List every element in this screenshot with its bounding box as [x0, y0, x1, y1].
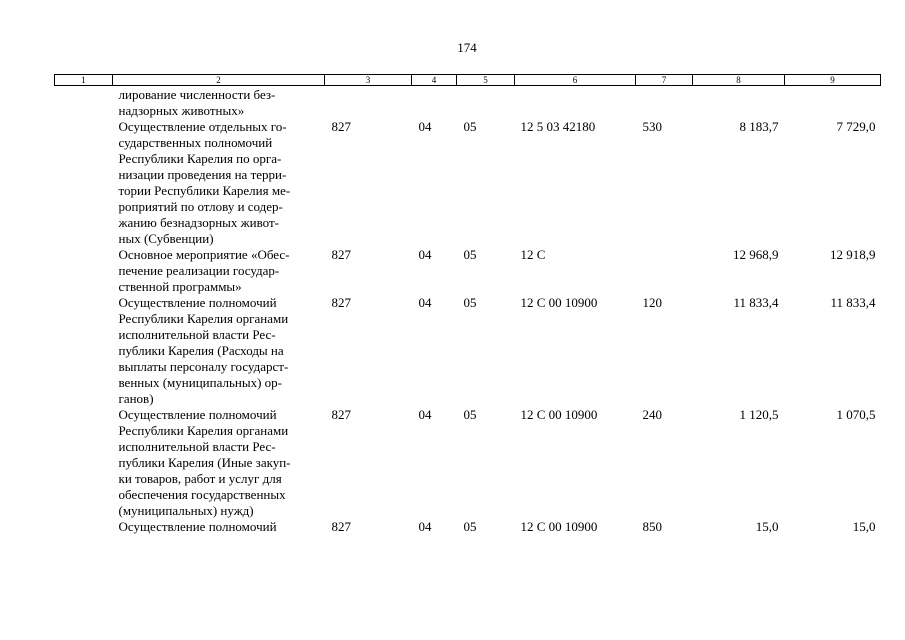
cell-pr: 05	[463, 295, 477, 310]
cell-amount-2: 12 918,9	[830, 247, 876, 262]
cell-rz	[412, 86, 457, 120]
cell-rz: 04	[418, 295, 432, 310]
table-row	[55, 295, 881, 407]
cell-rz: 04	[418, 519, 432, 534]
cell-pr: 05	[463, 247, 477, 262]
cell-name-line: ственной программы»	[118, 279, 242, 294]
cell-pr: 05	[463, 519, 477, 534]
cell-name-line: Осуществление отдельных го-	[118, 119, 287, 134]
cell-name-line: печение реализации государ-	[118, 263, 280, 278]
cell-col-1	[55, 119, 113, 247]
table-row	[55, 407, 881, 519]
table-row	[55, 119, 881, 247]
cell-vr: 240	[642, 407, 662, 422]
cell-name-line: сударственных полномочий	[118, 135, 273, 150]
cell-name-line: ганов)	[118, 391, 154, 406]
table-body	[55, 86, 881, 536]
header-col-3: 3	[325, 75, 412, 86]
table-row	[55, 247, 881, 295]
cell-name-line: Основное мероприятие «Обес-	[118, 247, 290, 262]
cell-name	[113, 295, 325, 407]
cell-amount-1	[693, 86, 785, 120]
cell-name-line: (муниципальных) нужд)	[118, 503, 254, 518]
cell-rz: 04	[418, 119, 432, 134]
cell-vr	[636, 247, 693, 295]
table-header	[55, 75, 881, 86]
cell-gr: 827	[331, 519, 351, 534]
cell-gr: 827	[331, 247, 351, 262]
table-row	[55, 86, 881, 120]
cell-name	[113, 247, 325, 295]
cell-name-line: ных (Субвенции)	[118, 231, 214, 246]
cell-name-line: Осуществление полномочий	[118, 295, 277, 310]
cell-name-line: жанию безнадзорных живот-	[118, 215, 279, 230]
cell-gr: 827	[331, 407, 351, 422]
cell-pr	[457, 86, 515, 120]
header-row	[55, 75, 881, 86]
cell-name-line: ки товаров, работ и услуг для	[118, 471, 282, 486]
header-col-9: 9	[785, 75, 881, 86]
cell-name-line: лирование численности без-	[118, 87, 276, 102]
cell-vr: 530	[642, 119, 662, 134]
page-number: 174	[457, 40, 477, 55]
cell-amount-2: 11 833,4	[830, 295, 876, 310]
cell-pr: 05	[463, 407, 477, 422]
cell-vr	[636, 86, 693, 120]
cell-gr	[325, 86, 412, 120]
cell-name-line: исполнительной власти Рес-	[118, 327, 276, 342]
cell-col-1	[55, 247, 113, 295]
header-col-5: 5	[457, 75, 515, 86]
cell-name-line: Осуществление полномочий	[118, 407, 277, 422]
cell-amount-1: 1 120,5	[739, 407, 779, 422]
cell-csr	[515, 86, 636, 120]
header-col-8: 8	[693, 75, 785, 86]
cell-amount-2	[785, 86, 881, 120]
cell-amount-2: 15,0	[852, 519, 876, 534]
cell-name-line: надзорных животных»	[118, 103, 245, 118]
cell-rz: 04	[418, 247, 432, 262]
cell-csr: 12 С	[520, 247, 546, 262]
cell-csr: 12 С 00 10900	[520, 295, 598, 310]
cell-csr: 12 С 00 10900	[520, 519, 598, 534]
cell-name-line: венных (муниципальных) ор-	[118, 375, 282, 390]
cell-name	[113, 86, 325, 120]
cell-name-line: Республики Карелия по орга-	[118, 151, 282, 166]
cell-rz: 04	[418, 407, 432, 422]
cell-name-line: низации проведения на терри-	[118, 167, 287, 182]
cell-name-line: Осуществление полномочий	[118, 519, 277, 534]
cell-name-line: публики Карелия (Иные закуп-	[118, 455, 291, 470]
cell-csr: 12 5 03 42180	[520, 119, 596, 134]
cell-amount-1: 8 183,7	[739, 119, 779, 134]
table-row	[55, 519, 881, 535]
header-col-4: 4	[412, 75, 457, 86]
cell-name-line: исполнительной власти Рес-	[118, 439, 276, 454]
cell-name	[113, 407, 325, 519]
header-col-6: 6	[515, 75, 636, 86]
cell-amount-1: 11 833,4	[733, 295, 779, 310]
cell-amount-1: 15,0	[755, 519, 779, 534]
header-col-2: 2	[113, 75, 325, 86]
budget-table	[54, 74, 881, 535]
cell-vr: 120	[642, 295, 662, 310]
cell-col-1	[55, 519, 113, 535]
cell-amount-2: 7 729,0	[836, 119, 876, 134]
cell-name-line: публики Карелия (Расходы на	[118, 343, 284, 358]
cell-pr: 05	[463, 119, 477, 134]
cell-vr: 850	[642, 519, 662, 534]
cell-name-line: Республики Карелия органами	[118, 311, 289, 326]
cell-name	[113, 519, 325, 535]
cell-gr: 827	[331, 295, 351, 310]
header-col-1: 1	[55, 75, 113, 86]
cell-col-1	[55, 407, 113, 519]
cell-name-line: тории Республики Карелия ме-	[118, 183, 291, 198]
cell-name-line: роприятий по отлову и содер-	[118, 199, 283, 214]
header-col-7: 7	[636, 75, 693, 86]
cell-name-line: обеспечения государственных	[118, 487, 286, 502]
cell-name-line: выплаты персоналу государст-	[118, 359, 289, 374]
cell-amount-2: 1 070,5	[836, 407, 876, 422]
cell-csr: 12 С 00 10900	[520, 407, 598, 422]
cell-col-1	[55, 295, 113, 407]
cell-name-line: Республики Карелия органами	[118, 423, 289, 438]
cell-amount-1: 12 968,9	[733, 247, 779, 262]
cell-col-1	[55, 86, 113, 120]
cell-name	[113, 119, 325, 247]
cell-gr: 827	[331, 119, 351, 134]
